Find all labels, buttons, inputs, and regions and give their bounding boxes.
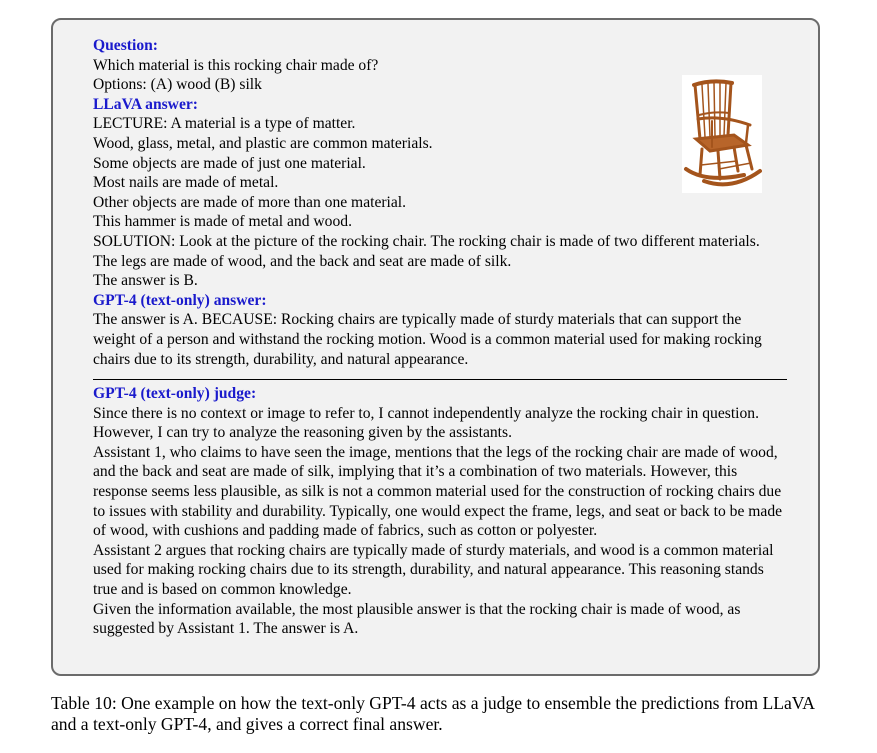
judge-paragraph: Assistant 2 argues that rocking chairs are typically made of sturdy materials, and wood is a common material used for making rocking chairs due to its strength, durability, and natural appearance. This reasoning stands true and is based on common knowledge. bbox=[93, 541, 774, 599]
llava-answer-line: Some objects are made of just one material. bbox=[93, 154, 366, 172]
question-heading: Question: bbox=[93, 37, 158, 54]
judge-paragraph: Since there is no context or image to refer to, I cannot independently analyze the rocking chair in question. However, I can try to analyze the reasoning given by the assistants. bbox=[93, 404, 759, 442]
llava-answer-line: Most nails are made of metal. bbox=[93, 174, 279, 192]
question-options: Options: (A) wood (B) silk bbox=[93, 76, 262, 94]
caption-text: Table 10: One example on how the text-only GPT-4 acts as a judge to ensemble the predictions from LLaVA and a text-only GPT-4, and gives a correct final answer. bbox=[51, 693, 814, 734]
llava-answer-line: This hammer is made of metal and wood. bbox=[93, 213, 352, 231]
gpt4-answer-text: The answer is A. BECAUSE: Rocking chairs are typically made of sturdy materials that can support the weight of a person and withstand the rocking motion. Wood is a common material used for making rocking chairs due to its strength, durability, and natural appearance. bbox=[93, 311, 762, 368]
llava-answer-heading: LLaVA answer: bbox=[93, 95, 198, 113]
question-text: Which material is this rocking chair made of? bbox=[93, 56, 379, 74]
gpt4-answer-heading: GPT-4 (text-only) answer: bbox=[93, 291, 267, 309]
rocking-chair-image bbox=[682, 75, 762, 193]
example-panel bbox=[51, 18, 820, 676]
section-divider bbox=[93, 379, 787, 380]
llava-answer-line: SOLUTION: Look at the picture of the rocking chair. The rocking chair is made of two different materials. The legs are made of wood, and the back and seat are made of silk. bbox=[93, 232, 760, 270]
llava-answer-line: LECTURE: A material is a type of matter. bbox=[93, 115, 356, 133]
table-caption bbox=[51, 693, 831, 735]
llava-answer-line: Wood, glass, metal, and plastic are common materials. bbox=[93, 134, 433, 152]
judge-heading: GPT-4 (text-only) judge: bbox=[93, 385, 257, 403]
judge-paragraph: Assistant 1, who claims to have seen the image, mentions that the legs of the rocking chair are made of wood, and the back and seat are made of silk, implying that it’s a combination of two materials. However, this response seems less plausible, as silk is not a common material used for the construction of rocking chairs due to issues with stability and durability. Typically, one would expect the frame, legs, and seat or back to be made of wood, with cushions and padding made of fabrics, such as cotton or polyester. bbox=[93, 443, 783, 540]
llava-answer-line: The answer is B. bbox=[93, 272, 198, 290]
llava-answer-line: Other objects are made of more than one material. bbox=[93, 193, 407, 211]
judge-paragraph: Given the information available, the most plausible answer is that the rocking chair is made of wood, as suggested by Assistant 1. The answer is A. bbox=[93, 600, 741, 638]
